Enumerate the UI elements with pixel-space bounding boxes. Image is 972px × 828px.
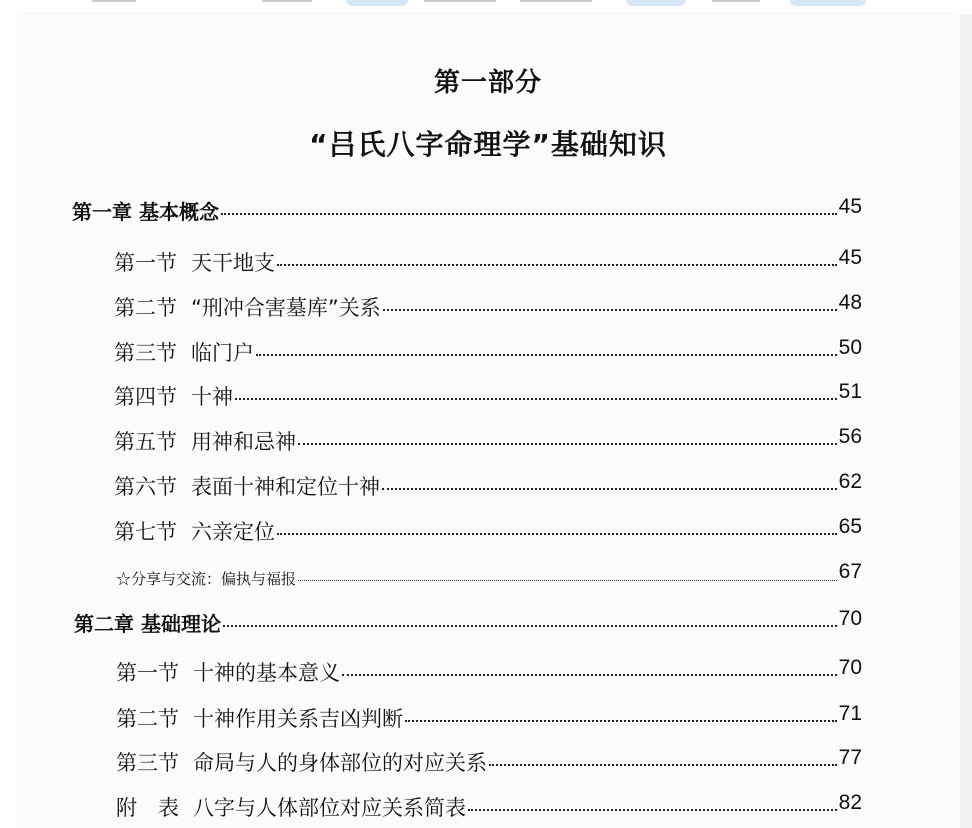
leader-dots xyxy=(405,720,837,722)
section-number: 第一节 xyxy=(116,661,179,685)
leader-dots xyxy=(468,809,837,811)
toc-label: 用神和忌神 xyxy=(191,430,296,454)
toc-label: “刑冲合害墓库”关系 xyxy=(191,296,381,320)
leader-dots xyxy=(298,580,837,581)
page-number: 50 xyxy=(838,336,862,359)
page-number: 82 xyxy=(838,791,862,814)
toc-label: 临门户 xyxy=(191,341,254,365)
vertical-scrollbar[interactable] xyxy=(960,14,972,828)
section-number: 第五节 xyxy=(114,430,177,454)
section-number: 第二节 xyxy=(114,296,177,320)
part-title: 第一部分 xyxy=(433,68,542,98)
appendix-label: 附 表 xyxy=(116,796,179,820)
leader-dots xyxy=(221,213,837,215)
page-number: 51 xyxy=(838,380,862,403)
toc-label: ☆分享与交流：偏执与福报 xyxy=(116,570,297,588)
page-number: 48 xyxy=(838,291,862,314)
toc-section-row[interactable] xyxy=(116,703,862,733)
toc-section-row[interactable] xyxy=(114,426,862,456)
toc-section-row[interactable] xyxy=(114,516,862,546)
section-number: 第三节 xyxy=(114,341,177,365)
toc-section-row[interactable] xyxy=(114,381,862,411)
page-number: 45 xyxy=(838,246,862,269)
toc-label: 十神的基本意义 xyxy=(193,661,340,685)
toc-label: 十神作用关系吉凶判断 xyxy=(193,707,403,731)
toc-share-row[interactable] xyxy=(116,560,862,590)
leader-dots xyxy=(383,309,837,311)
leader-dots xyxy=(277,264,837,266)
page-number: 62 xyxy=(838,470,862,493)
document-page xyxy=(18,14,958,828)
toc-section-row[interactable] xyxy=(114,292,862,322)
toc-label: 六亲定位 xyxy=(191,520,275,544)
toc-label: 天干地支 xyxy=(191,251,275,275)
toc-section-row[interactable] xyxy=(114,247,862,277)
leader-dots xyxy=(223,625,837,627)
toc-section-row[interactable] xyxy=(116,657,862,687)
page-number: 70 xyxy=(838,607,862,630)
page-number: 67 xyxy=(838,560,862,583)
toc-chapter-row[interactable] xyxy=(72,196,862,225)
toc-section-row[interactable] xyxy=(114,337,862,367)
section-number: 第二节 xyxy=(116,707,179,731)
section-number: 第六节 xyxy=(114,475,177,499)
leader-dots xyxy=(256,354,837,356)
leader-dots xyxy=(235,398,837,400)
leader-dots xyxy=(298,443,837,445)
toc-label: 第二章 基础理论 xyxy=(74,612,221,636)
section-number: 第三节 xyxy=(116,751,179,775)
page-number: 71 xyxy=(838,702,862,725)
leader-dots xyxy=(342,674,837,676)
book-title: “吕氏八字命理学”基础知识 xyxy=(309,128,667,161)
page-number: 45 xyxy=(838,195,862,218)
toc-label: 十神 xyxy=(191,385,233,409)
toc-section-row[interactable] xyxy=(116,747,862,777)
toc-label: 表面十神和定位十神 xyxy=(191,475,380,499)
top-toolbar-fragment xyxy=(0,0,972,10)
section-number: 第七节 xyxy=(114,520,177,544)
leader-dots xyxy=(489,764,837,766)
toc-appendix-row[interactable] xyxy=(116,792,862,822)
page-number: 77 xyxy=(838,746,862,769)
leader-dots xyxy=(382,488,837,490)
page-number: 70 xyxy=(838,656,862,679)
page-number: 56 xyxy=(838,425,862,448)
toc-label: 第一章 基本概念 xyxy=(72,200,219,224)
toc-section-row[interactable] xyxy=(114,471,862,501)
toc-chapter-row[interactable] xyxy=(74,608,862,637)
page-number: 65 xyxy=(838,515,862,538)
section-number: 第四节 xyxy=(114,385,177,409)
leader-dots xyxy=(277,533,837,535)
toc-label: 八字与人体部位对应关系简表 xyxy=(193,796,466,820)
toc-label: 命局与人的身体部位的对应关系 xyxy=(193,751,487,775)
section-number: 第一节 xyxy=(114,251,177,275)
